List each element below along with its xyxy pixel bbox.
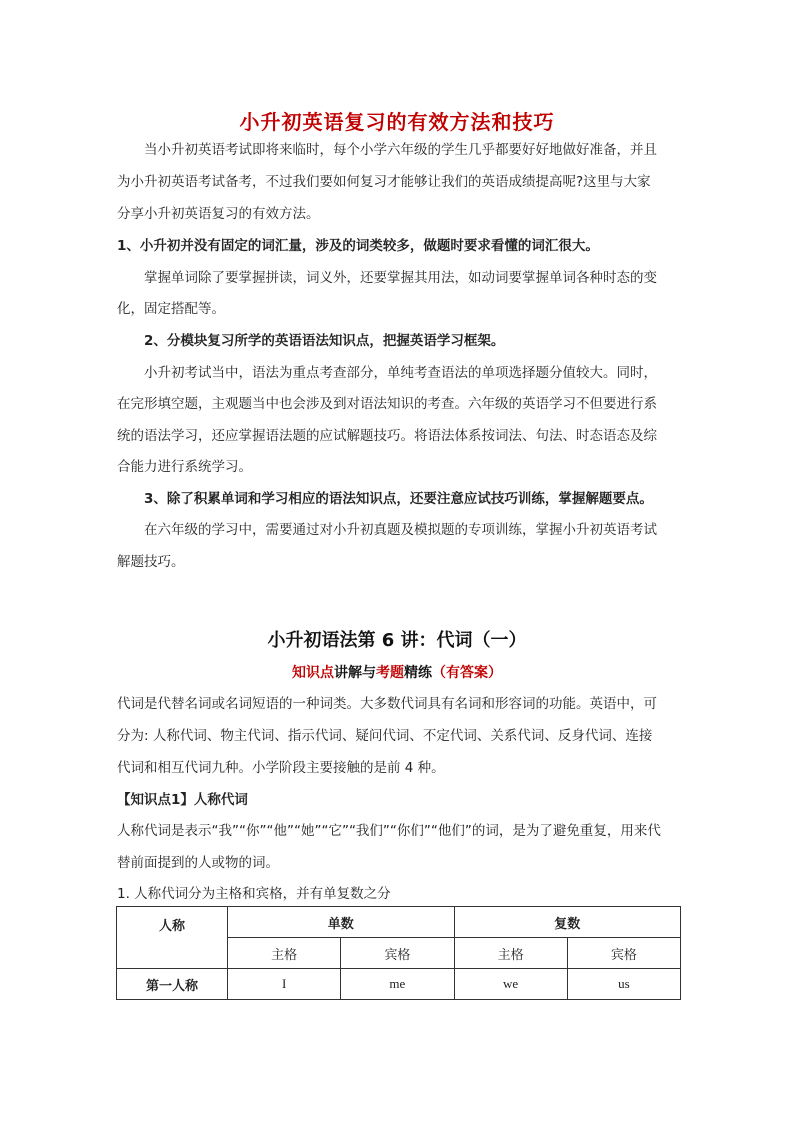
subtitle-part: 讲解与	[334, 665, 376, 681]
definition-text: 代词和相互代词九种。小学阶段主要接触的是前 4 种。	[117, 760, 445, 776]
pronoun-table	[116, 906, 681, 1000]
point1-heading: 1、小升初并没有固定的词汇量，涉及的词类较多，做题时要求看懂的词汇很大。	[117, 238, 599, 254]
subheader-cell: 主格	[228, 938, 341, 969]
point2-text: 小升初考试当中，语法为重点考查部分，单纯考查语法的单项选择题分值较大。同时，	[144, 365, 657, 381]
point1-text: 化，固定搭配等。	[117, 301, 225, 317]
point2-heading: 2、分模块复习所学的英语语法知识点，把握英语学习框架。	[144, 333, 505, 349]
definition-text: 分为: 人称代词、物主代词、指示代词、疑问代词、不定代词、关系代词、反身代词、连接	[117, 728, 653, 744]
table-cell: us	[567, 969, 680, 1000]
subheader-cell: 主格	[454, 938, 567, 969]
table-cell: me	[341, 969, 454, 1000]
point2-text: 合能力进行系统学习。	[117, 459, 252, 475]
header-plural: 复数	[454, 907, 681, 938]
header-singular: 单数	[228, 907, 455, 938]
kp1-text: 人称代词是表示“我”“你”“他”“她”“它”“我们”“你们”“他们”的词，是为了避免重复，用来代	[117, 823, 661, 839]
table-row	[117, 969, 681, 1000]
row-person: 第一人称	[117, 969, 228, 1000]
point1-text: 掌握单词除了要掌握拼读，词义外，还要掌握其用法，如动词要掌握单词各种时态的变	[144, 270, 657, 286]
subheader-cell: 宾格	[567, 938, 680, 969]
list-item: 1. 人称代词分为主格和宾格，并有单复数之分	[117, 886, 391, 902]
point2-text: 在完形填空题，主观题当中也会涉及到对语法知识的考查。六年级的英语学习不但要进行系	[117, 396, 657, 412]
point3-heading: 3、除了积累单词和学习相应的语法知识点，还要注意应试技巧训练，掌握解题要点。	[144, 491, 653, 507]
table-cell: I	[228, 969, 341, 1000]
subtitle-part: （有答案）	[432, 665, 502, 681]
subtitle-part: 知识点	[292, 665, 334, 681]
lesson-subtitle	[0, 662, 794, 682]
intro-line: 当小升初英语考试即将来临时，每个小学六年级的学生几乎都要好好地做好准备，并且	[144, 142, 657, 158]
kp1-text: 替前面提到的人或物的词。	[117, 855, 279, 871]
subheader-cell: 宾格	[341, 938, 454, 969]
article-title: 小升初英语复习的有效方法和技巧	[239, 110, 555, 134]
table-cell: we	[454, 969, 567, 1000]
definition-text: 代词是代替名词或名词短语的一种词类。大多数代词具有名词和形容词的功能。英语中，可	[117, 696, 657, 712]
intro-line: 为小升初英语考试备考，不过我们要如何复习才能够让我们的英语成绩提高呢?这里与大家	[117, 174, 651, 190]
point3-text: 在六年级的学习中，需要通过对小升初真题及模拟题的专项训练，掌握小升初英语考试	[144, 522, 657, 538]
lesson-title: 小升初语法第 6 讲：代词（一）	[267, 630, 527, 651]
kp1-heading: 【知识点1】人称代词	[117, 792, 248, 808]
subtitle-part: 考题	[376, 665, 404, 681]
point3-text: 解题技巧。	[117, 554, 185, 570]
subtitle-part: 精练	[404, 665, 432, 681]
table-header-row	[117, 907, 681, 938]
header-person: 人称	[117, 907, 228, 969]
intro-line: 分享小升初英语复习的有效方法。	[117, 206, 320, 222]
point2-text: 统的语法学习，还应掌握语法题的应试解题技巧。将语法体系按词法、句法、时态语态及综	[117, 428, 657, 444]
